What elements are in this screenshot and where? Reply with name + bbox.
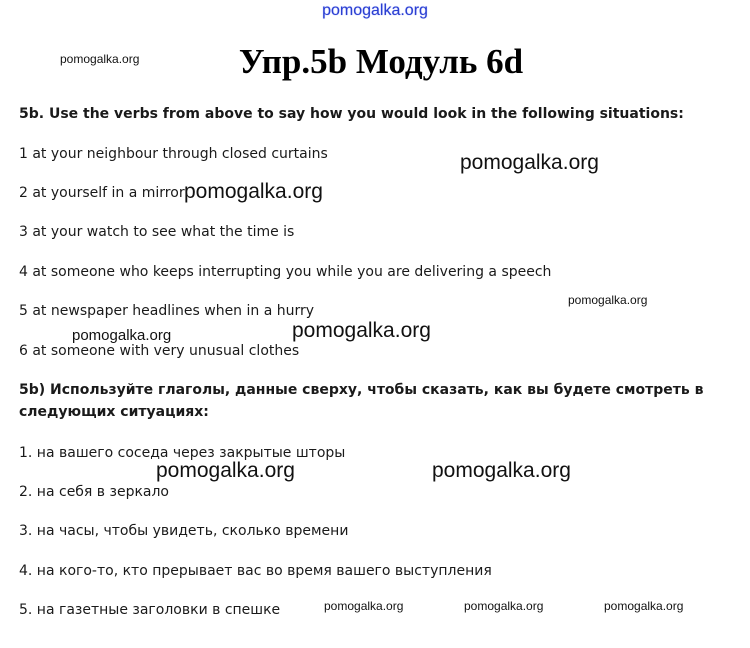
watermark: pomogalka.org	[464, 599, 544, 613]
russian-item-4: 4. на кого-то, кто прерывает вас во время вашего выступления	[19, 563, 492, 579]
watermark: pomogalka.org	[604, 599, 684, 613]
watermark: pomogalka.org	[60, 52, 140, 66]
english-item-2: 2 at yourself in a mirror	[19, 185, 185, 201]
watermark: pomogalka.org	[156, 459, 295, 482]
russian-item-1: 1. на вашего соседа через закрытые шторы	[19, 445, 346, 461]
top-watermark: pomogalka.org	[322, 2, 428, 19]
russian-heading: 5b) Используйте глаголы, данные сверху, чтобы сказать, как вы будете смотреть в следующих ситуациях:	[19, 382, 704, 420]
watermark: pomogalka.org	[568, 293, 648, 307]
english-item-6: 6 at someone with very unusual clothes	[19, 343, 300, 359]
russian-item-2: 2. на себя в зеркало	[19, 484, 170, 500]
english-item-5: 5 at newspaper headlines when in a hurry	[19, 303, 315, 319]
watermark: pomogalka.org	[432, 459, 571, 482]
page-title: Упр.5b Модуль 6d	[238, 42, 524, 81]
english-heading: 5b. Use the verbs from above to say how you would look in the following situations:	[19, 106, 684, 122]
watermark: pomogalka.org	[292, 319, 431, 342]
english-item-4: 4 at someone who keeps interrupting you while you are delivering a speech	[19, 264, 552, 280]
russian-item-5: 5. на газетные заголовки в спешке	[19, 602, 281, 618]
english-item-3: 3 at your watch to see what the time is	[19, 224, 295, 240]
english-item-1: 1 at your neighbour through closed curtains	[19, 146, 328, 162]
russian-item-3: 3. на часы, чтобы увидеть, сколько времени	[19, 523, 349, 539]
watermark: pomogalka.org	[72, 327, 172, 344]
watermark: pomogalka.org	[184, 180, 323, 203]
watermark: pomogalka.org	[460, 151, 599, 174]
watermark: pomogalka.org	[324, 599, 404, 613]
